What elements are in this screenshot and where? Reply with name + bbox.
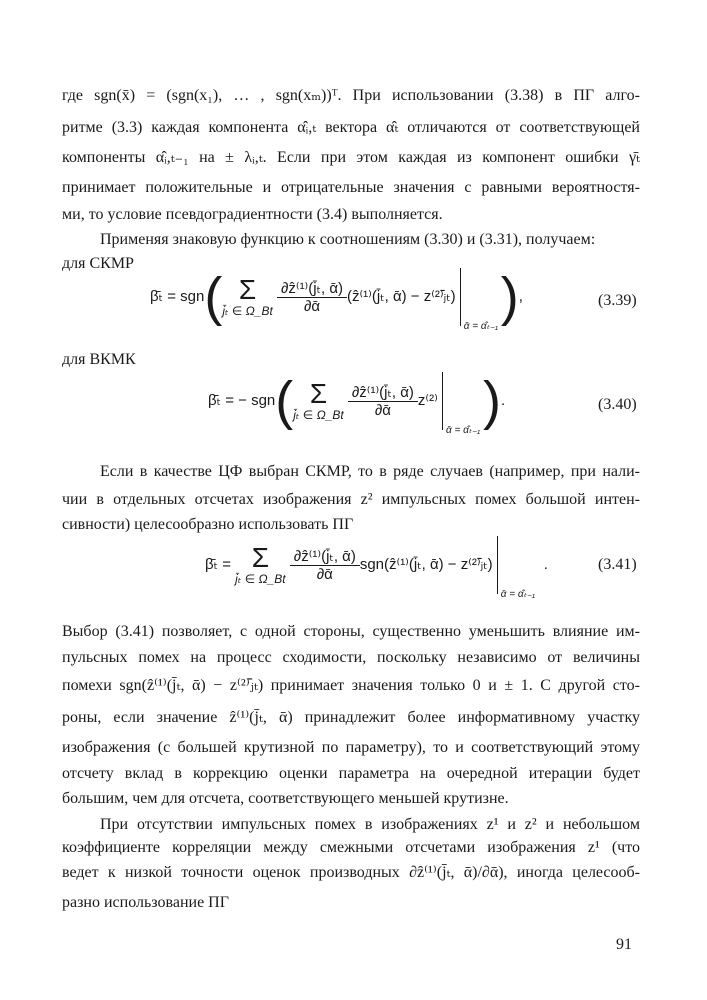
eq339-tail: , xyxy=(518,287,523,305)
equation-3-41 xyxy=(0,536,707,608)
text-line-1: где sgn(x̄) = (sgn(x₁), … , sgn(xₘ))ᵀ. При использовании (3.38) в ПГ алго- xyxy=(62,87,640,104)
text-line-18: большим, чем для отсчета, соответствующего меньшей крутизне. xyxy=(62,790,509,807)
eq339-eval-bar xyxy=(460,268,498,332)
eq340-body: z⁽²⁾ xyxy=(417,391,438,409)
text-line-13: пульсных помех на процесс сходимости, поскольку независимо от величины xyxy=(62,649,640,666)
eq340-tail: . xyxy=(500,391,506,409)
text-line-22: разно использование ПГ xyxy=(62,894,229,911)
eq341-eval-bar xyxy=(497,536,535,600)
equation-3-40: β̄ₜ = − sgn( Σ j̄ₜ ∈ Ω_Bt $\frac{\text{∂ẑ⁽¹⁾(j̄ₜ, ᾱ)}}{\text{∂ᾱ}}$ z⁽²⁾ ᾱ = α̂ₜ₋₁ ). (3.40) xyxy=(208,371,637,436)
text-line-6: Применяя знаковую функцию к соотношениям (3.30) и (3.31), получаем: xyxy=(100,231,596,248)
page-number: 91 xyxy=(616,936,632,953)
eq340-fraction xyxy=(348,383,418,419)
text-line-15: роны, если значение ẑ⁽¹⁾(j̄ₜ, ᾱ) принадлежит более информативному участку xyxy=(62,709,640,726)
text-line-8: для ВКМК xyxy=(62,351,136,368)
eq340-eval: ᾱ = α̂ₜ₋₁ xyxy=(445,425,481,436)
eq341-num: ∂ẑ⁽¹⁾(j̄ₜ, ᾱ) xyxy=(290,547,360,566)
text-line-10: чии в отдельных отсчетах изображения z² импульсных помех большой интен- xyxy=(62,491,640,508)
text-line-19: При отсутствии импульсных помех в изображениях z¹ и z² и небольшом xyxy=(100,816,640,833)
eq339-sum-sub: j̄ₜ ∈ Ω_Bt xyxy=(222,304,273,318)
text-line-5: ми, то условие псевдоградиентности (3.4) выполняется. xyxy=(62,206,443,223)
text-line-3: компоненты α̂ᵢ,ₜ₋₁ на ± λᵢ,ₜ. Если при этом каждая из компонент ошибки γ̄ₜ xyxy=(62,149,640,166)
eq341-lhs: β̄ₜ = xyxy=(205,555,231,573)
eq340-sum: Σ j̄ₜ ∈ Ω_Bt xyxy=(293,378,344,422)
text-line-2: ритме (3.3) каждая компонента α̂ᵢ,ₜ вектора α̂ₜ отличаются от соответствующей xyxy=(62,119,640,136)
text-line-14: помехи sgn(ẑ⁽¹⁾(j̄ₜ, ᾱ) − z⁽²⁾ⱼ̄ₜ) принимает значения только 0 и ± 1. С другой сто- xyxy=(62,677,640,694)
eq339-body: (ẑ⁽¹⁾(j̄ₜ, ᾱ) − z⁽²⁾ⱼ̄ₜ) xyxy=(347,287,456,305)
eq340-eval-bar xyxy=(442,372,481,436)
eq341-tail: . xyxy=(543,555,548,573)
eq341-sum-sub: j̄ₜ ∈ Ω_Bt xyxy=(235,572,286,586)
eq340-lhs: β̄ₜ = − sgn xyxy=(208,391,276,409)
text-line-9: Если в качестве ЦФ выбран СКМР, то в ряде случаев (например, при нали- xyxy=(100,463,640,480)
eq340-number: (3.40) xyxy=(598,396,637,413)
eq339-number: (3.39) xyxy=(598,292,637,309)
eq341-sum: Σ j̄ₜ ∈ Ω_Bt xyxy=(235,542,286,586)
eq339-lhs: β̄ₜ = sgn xyxy=(150,287,205,305)
eq339-den: ∂ᾱ xyxy=(303,298,321,315)
eq339-sum: Σ j̄ₜ ∈ Ω_Bt xyxy=(222,274,273,318)
text-line-16: изображения (с большей крутизной по параметру), то и соответствующий этому xyxy=(62,739,640,756)
text-line-20: коэффициенте корреляции между смежными отсчетами изображения z¹ (что xyxy=(62,839,640,856)
equation-3-39: β̄ₜ = sgn( Σ j̄ₜ ∈ Ω_Bt $\frac{\text{∂ẑ⁽¹⁾(j̄ₜ, ᾱ)}}{\text{∂ᾱ}}$ (ẑ⁽¹⁾(j̄ₜ, ᾱ) − z⁽²⁾ⱼ̄ₜ) ᾱ = α̂ₜ₋₁ ), (3.39) xyxy=(150,267,637,332)
eq341-body: sgn(ẑ⁽¹⁾(j̄ₜ, ᾱ) − z⁽²⁾ⱼ̄ₜ) xyxy=(359,555,493,573)
eq340-num: ∂ẑ⁽¹⁾(j̄ₜ, ᾱ) xyxy=(348,383,418,402)
eq341-eval: ᾱ = α̂ₜ₋₁ xyxy=(500,589,535,600)
eq339-num: ∂ẑ⁽¹⁾(j̄ₜ, ᾱ) xyxy=(277,279,347,298)
text-line-7: для СКМР xyxy=(62,255,134,272)
text-line-17: отсчету вклад в коррекцию оценки параметра на очередной итерации будет xyxy=(62,765,640,782)
eq340-den: ∂ᾱ xyxy=(374,402,391,419)
text-line-21: ведет к низкой точности оценок производных ∂ẑ⁽¹⁾(j̄ₜ, ᾱ)/∂ᾱ), иногда целесооб- xyxy=(62,864,640,881)
text-line-11: сивности) целесообразно использовать ПГ xyxy=(62,516,354,533)
text-line-4: принимает положительные и отрицательные значения с равными вероятностя- xyxy=(62,179,640,196)
eq340-sum-sub: j̄ₜ ∈ Ω_Bt xyxy=(293,408,344,422)
eq341-number: (3.41) xyxy=(598,556,637,573)
text-line-12: Выбор (3.41) позволяет, с одной стороны, существенно уменьшить влияние им- xyxy=(62,623,640,640)
eq339-fraction xyxy=(277,279,347,315)
eq341-fraction xyxy=(290,547,360,583)
eq341-den: ∂ᾱ xyxy=(316,566,333,583)
eq339-eval: ᾱ = α̂ₜ₋₁ xyxy=(463,321,498,332)
